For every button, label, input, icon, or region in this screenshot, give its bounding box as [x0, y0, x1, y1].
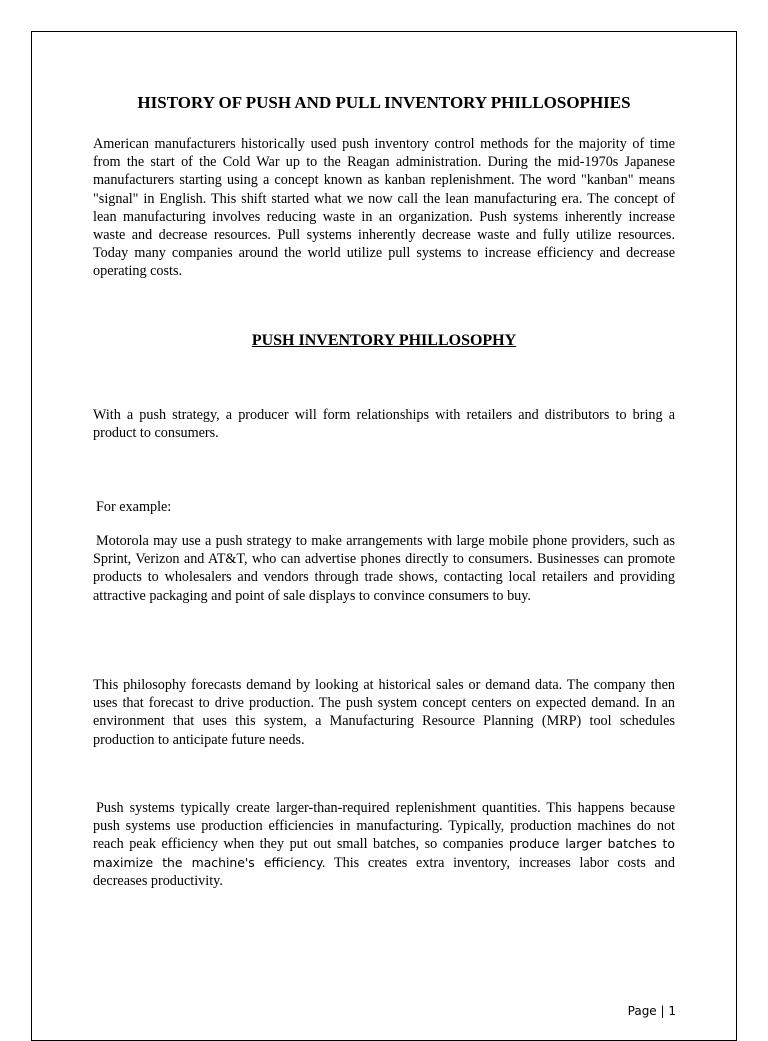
- replenishment-text-a: Push systems typically create larger-than-required replenishment quantities. This happens because push systems use production efficiencies in manufacturing. Typically, production machines do not reach peak efficiency when they put out small batches, so companies: [93, 800, 675, 853]
- replenishment-text-c: This creates extra inventory, increases labor costs and decreases productivity.: [93, 854, 675, 889]
- push-strategy-paragraph: With a push strategy, a producer will form relationships with retailers and distributors to bring a product to consumers.: [93, 407, 675, 442]
- page-number: Page | 1: [627, 1004, 676, 1018]
- intro-paragraph: American manufacturers historically used push inventory control methods for the majority of time from the start of the Cold War up to the Reagan administration. During the mid-1970s Japanese manufacturers starting using a concept known as kanban replenishment. The word "kanban" means "signal" in English. This shift started what we now call the lean manufacturing era. The concept of lean manufacturing involves reducing waste in an organization. Push systems inherently increase waste and decrease resources. Pull systems inherently decrease waste and fully utilize resources. Today many companies around the world utilize pull systems to increase efficiency and decrease operating costs.: [93, 136, 675, 280]
- section-heading: PUSH INVENTORY PHILLOSOPHY: [251, 332, 517, 349]
- forecast-paragraph: This philosophy forecasts demand by looking at historical sales or demand data. The company then uses that forecast to drive production. The push system concept centers on expected demand. In an environment that uses this system, a Manufacturing Resource Planning (MRP) tool schedules production to anticipate future needs.: [93, 677, 675, 748]
- replenishment-paragraph: [93, 799, 675, 890]
- example-paragraph: Motorola may use a push strategy to make arrangements with large mobile phone providers, such as Sprint, Verizon and AT&T, who can advertise phones directly to consumers. Businesses can promote products to wholesalers and vendors through trade shows, contacting local retailers and providing attractive packaging and point of sale displays to convince consumers to buy.: [93, 533, 675, 604]
- document-title: HISTORY OF PUSH AND PULL INVENTORY PHILLOSOPHIES: [137, 93, 631, 112]
- for-example-label: For example:: [96, 499, 172, 515]
- replenishment-text-b: produce larger batches to maximize the machine's efficiency.: [93, 836, 675, 870]
